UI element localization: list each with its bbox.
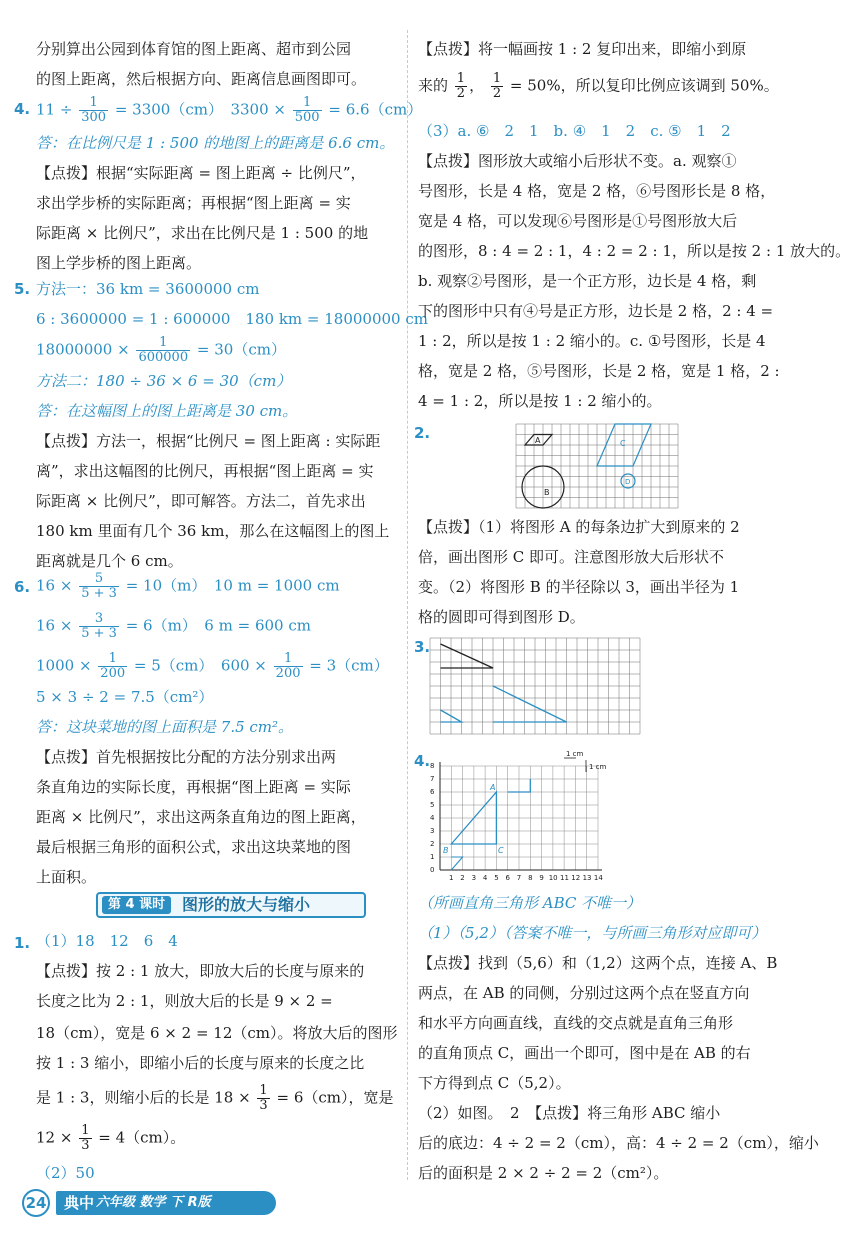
- label-a: A: [535, 436, 541, 445]
- equation-line: 5 × 3 ÷ 2 = 7.5（cm²）: [36, 688, 214, 706]
- hint-line: 来的 $\frac{1}{2}$ ， $\frac{1}{2}$ = 50%，所以复印比例应该调到 50%。: [418, 71, 779, 101]
- hint-line: 图上学步桥的图上距离。: [36, 254, 202, 272]
- unit-label: 1 cm: [566, 750, 584, 758]
- question-number: 4.: [14, 100, 31, 118]
- note-line: （所画直角三角形 ABC 不唯一）: [418, 894, 642, 912]
- hint-line: 【点拨】按 2 : 1 放大，即放大后的长度与原来的: [36, 962, 365, 980]
- x-tick-label: 10: [548, 874, 558, 882]
- hint-line: 条直角边的实际长度，再根据“图上距离 = 实际: [36, 778, 351, 796]
- hint-line: 求出学步桥的实际距离；再根据“图上距离 = 实: [36, 194, 351, 212]
- question-number: 5.: [14, 280, 31, 298]
- y-tick-label: 6: [430, 788, 435, 796]
- hint-line: 的直角顶点 C，画出一个即可，图中是在 AB 的右: [418, 1044, 751, 1062]
- hint-line: b. 观察②号图形，是一个正方形，边长是 4 格，剩: [418, 272, 757, 290]
- label-a: A: [490, 783, 496, 792]
- hint-line: 180 km 里面有几个 36 km，那么在这幅图上的图上: [36, 522, 390, 540]
- hint-line: 12 × $\frac{1}{3}$ = 4（cm）。: [36, 1123, 186, 1153]
- page-footer: [20, 1187, 280, 1219]
- lesson-title: 图形的放大与缩小: [182, 895, 311, 914]
- equation-line: 6 : 3600000 = 1 : 600000 180 km = 18000000 cm: [36, 310, 428, 328]
- hint-line: 后的面积是 2 × 2 ÷ 2 = 2（cm²）。: [418, 1164, 669, 1182]
- equation-line: 方法二：180 ÷ 36 × 6 = 30（cm）: [36, 372, 292, 390]
- hint-line: （2）如图。 2 【点拨】将三角形 ABC 缩小: [418, 1104, 721, 1122]
- equation-line: 方法一：36 km = 3600000 cm: [36, 280, 260, 298]
- question-number: 4.: [414, 752, 431, 770]
- hint-line: 格，宽是 2 格，⑤号图形，长是 2 格，宽是 1 格，2 :: [418, 362, 780, 380]
- answer-line: （2）50: [36, 1164, 95, 1182]
- hint-line: 宽是 4 格，可以发现⑥号图形是①号图形放大后: [418, 212, 738, 230]
- hint-line: 格的圆即可得到图形 D。: [418, 608, 585, 626]
- x-tick-label: 11: [560, 874, 569, 882]
- x-tick-label: 9: [539, 874, 544, 882]
- question-number: 3.: [414, 638, 431, 656]
- y-tick-label: 5: [430, 801, 435, 809]
- lesson-tag: 第 4 课时: [102, 896, 171, 914]
- coordinate-grid-q4: [426, 750, 612, 886]
- small-triangle: [451, 857, 462, 870]
- hint-line: 长度之比为 2 : 1，则放大后的长是 9 × 2 =: [36, 992, 333, 1010]
- hint-line: 最后根据三角形的面积公式，求出这块菜地的图: [36, 838, 352, 856]
- question-number: 1.: [14, 934, 31, 952]
- label-d: D: [625, 478, 631, 486]
- equation-line: 1000 × $\frac{1}{200}$ = 5（cm） 600 × $\frac{1}{200}$ = 3（cm）: [36, 651, 389, 681]
- hint-line: 【点拨】首先根据按比分配的方法分别求出两: [36, 748, 337, 766]
- y-tick-label: 4: [430, 814, 435, 822]
- answer-line: 答：在这幅图上的图上距离是 30 cm。: [36, 402, 298, 420]
- hint-line: 和水平方向画直线，直线的交点就是直角三角形: [418, 1014, 734, 1032]
- x-tick-label: 4: [482, 874, 488, 882]
- label-b: B: [443, 846, 449, 855]
- hint-line: 距离 × 比例尺”，求出这两条直角边的图上距离，: [36, 808, 366, 826]
- answer-line: （3）a. ⑥ 2 1 b. ④ 1 2 c. ⑤ 1 2: [418, 122, 731, 140]
- y-tick-label: 8: [430, 762, 435, 770]
- hint-line: 【点拨】图形放大或缩小后形状不变。a. 观察①: [418, 152, 737, 170]
- y-tick-label: 3: [430, 827, 435, 835]
- label-b: B: [544, 488, 550, 497]
- unit-label: 1 cm: [589, 763, 607, 771]
- hint-line: 号图形，长是 4 格，宽是 2 格，⑥号图形长是 8 格，: [418, 182, 776, 200]
- x-tick-label: 14: [593, 874, 603, 882]
- answer-line: 答：这块菜地的图上面积是 7.5 cm²。: [36, 718, 294, 736]
- answer-line: （1）（5,2）（答案不唯一，与所画三角形对应即可）: [418, 924, 767, 942]
- column-divider: [407, 30, 408, 1180]
- hint-line: 下的图形中只有④号是正方形，边长是 2 格，2 : 4 =: [418, 302, 774, 320]
- question-number: 2.: [414, 424, 431, 442]
- x-tick-label: 5: [494, 874, 499, 882]
- answer-line: （1）18 12 6 4: [36, 932, 178, 950]
- x-tick-label: 3: [471, 874, 477, 882]
- y-tick-label: 1: [430, 853, 435, 861]
- hint-line: 上面积。: [36, 868, 97, 886]
- y-tick-label: 0: [430, 866, 435, 874]
- grid-figure-q3: [430, 638, 640, 734]
- text-line: 分别算出公园到体育馆的图上距离、超市到公园: [36, 40, 352, 58]
- hint-line: 下方得到点 C（5,2）。: [418, 1074, 571, 1092]
- hint-line: 1 : 2，所以是按 1 : 2 缩小的。c. ①号图形，长是 4: [418, 332, 766, 350]
- x-tick-label: 13: [582, 874, 592, 882]
- hint-line: 【点拨】将一幅画按 1 : 2 复印出来，即缩小到原: [418, 40, 747, 58]
- x-tick-label: 6: [505, 874, 510, 882]
- grid-figure-q2: [516, 424, 678, 508]
- hint-line: 的图形，8 : 4 = 2 : 1，4 : 2 = 2 : 1，所以是按 2 : 1 放大的。: [418, 242, 850, 260]
- hint-line: 【点拨】（1）将图形 A 的每条边扩大到原来的 2: [418, 518, 740, 536]
- section-title: [96, 892, 366, 918]
- equation-line: 16 × $\frac{3}{5 + 3}$ = 6（m） 6 m = 600 cm: [36, 611, 311, 641]
- question-number: 6.: [14, 578, 31, 596]
- text-line: 的图上距离，然后根据方向、距离信息画图即可。: [36, 70, 367, 88]
- brand-bar: [56, 1191, 276, 1215]
- hint-line: 变。（2）将图形 B 的半径除以 3，画出半径为 1: [418, 578, 740, 596]
- hint-line: 后的底边：4 ÷ 2 = 2（cm），高：4 ÷ 2 = 2（cm），缩小: [418, 1134, 819, 1152]
- x-tick-label: 8: [528, 874, 533, 882]
- label-c: C: [620, 439, 626, 448]
- hint-line: 际距离 × 比例尺”，即可解答。方法二，首先求出: [36, 492, 366, 510]
- label-c: C: [498, 846, 504, 855]
- brand-logo: 典中: [64, 1194, 95, 1212]
- x-tick-label: 2: [460, 874, 465, 882]
- x-tick-label: 7: [516, 874, 522, 882]
- hint-line: 【点拨】根据“实际距离 = 图上距离 ÷ 比例尺”，: [36, 164, 366, 182]
- y-tick-label: 2: [430, 840, 435, 848]
- y-tick-label: 7: [430, 775, 435, 783]
- hint-line: 【点拨】找到（5,6）和（1,2）这两个点，连接 A、B: [418, 954, 778, 972]
- equation-line: 11 ÷ $\frac{1}{300}$ = 3300（cm） 3300 × $\frac{1}{500}$ = 6.6（cm）: [36, 95, 423, 125]
- x-tick-label: 1: [449, 874, 454, 882]
- answer-line: 答：在比例尺是 1 : 500 的地图上的距离是 6.6 cm。: [36, 134, 395, 152]
- hint-line: 距离就是几个 6 cm。: [36, 552, 183, 570]
- hint-line: 际距离 × 比例尺”，求出在比例尺是 1 : 500 的地: [36, 224, 369, 242]
- page-number: 24: [22, 1189, 50, 1217]
- series-label: 六年级 数学 下 R版: [96, 1195, 211, 1210]
- hint-line: 倍，画出图形 C 即可。注意图形放大后形状不: [418, 548, 725, 566]
- hint-line: 【点拨】方法一，根据“比例尺 = 图上距离 : 实际距: [36, 432, 381, 450]
- hint-line: 是 1 : 3，则缩小后的长是 18 × $\frac{1}{3}$ = 6（cm），宽是: [36, 1083, 394, 1113]
- equation-line: 18000000 × $\frac{1}{600000}$ = 30（cm）: [36, 335, 286, 365]
- hint-line: 离”，求出这幅图的比例尺，再根据“图上距离 = 实: [36, 462, 374, 480]
- enlarged-triangle: [493, 686, 567, 722]
- hint-line: 按 1 : 3 缩小，即缩小后的长度与原来的长度之比: [36, 1054, 365, 1072]
- equation-line: 16 × $\frac{5}{5 + 3}$ = 10（m） 10 m = 1000 cm: [36, 571, 340, 601]
- x-tick-label: 12: [571, 874, 581, 882]
- hint-line: 18（cm），宽是 6 × 2 = 12（cm）。将放大后的图形: [36, 1024, 398, 1042]
- original-triangle: [441, 644, 494, 668]
- hint-line: 4 = 1 : 2，所以是按 1 : 2 缩小的。: [418, 392, 662, 410]
- hint-line: 两点，在 AB 的同侧，分别过这两个点在竖直方向: [418, 984, 750, 1002]
